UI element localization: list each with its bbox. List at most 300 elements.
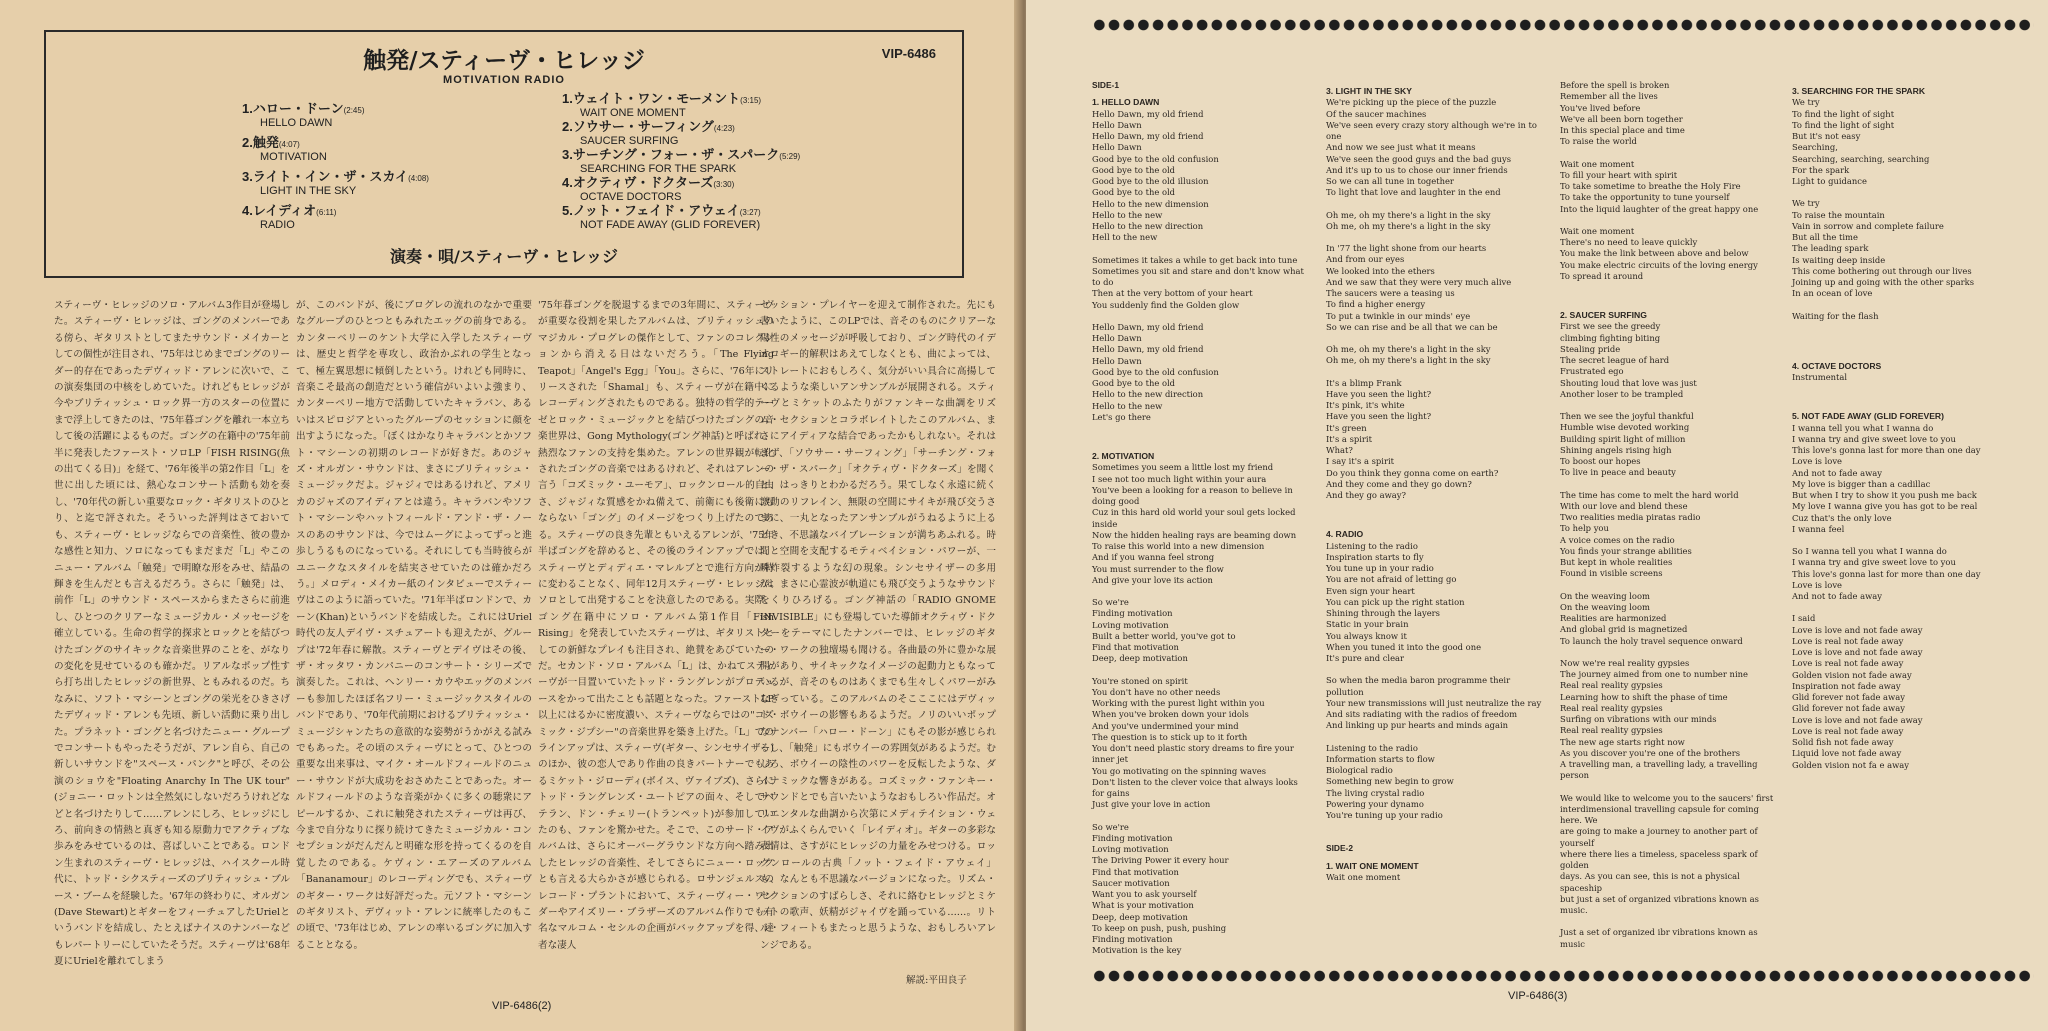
lyric-line: Hello Dawn, my old friend (1092, 131, 1204, 141)
liner-notes-col-3: '75年暮ゴングを脱退するまでの3年間に、スティーヴが重要な役割を果したアルバムは、ブリティッシュのマジカル・プログレの傑作として、ファンのコレクションから消える日はないだろう。「The Flying Teapot」「Angel's Egg」「You」。さらに、'76年にリリースされた「Shamal」も、スティーヴが在籍中にレコーディングされたものである。独特の哲学的テーゼとロック・ミュージックとを結びつけたゴングの音楽世界は、Gong Mythology(ゴング神話)と呼ばれ、熱烈なファンの支持を集めた。アレンの世界観が転化されたゴングの音楽ではあるけれど、それはアレンの言う「コズミック・ユーモア」、ロックンロール的自由さ、ジャジィな質感をかね備えて、前衛にも後衛にもならない「ゴング」のイメージをつくり上げたのである。スティーヴの良き先輩ともいえるアレンが、'75年半ばゴングを辞めると、その後のラインアップでは、スティーヴとディディエ・マレルブとで進行方向が特に変わることなく、同年12月スティーヴ・ヒレッジはソロとして出発することを決意したのである。実際、ゴング在籍中にソロ・アルバム第1作目「Fish Rising」を発表していたスティーヴは、ギタリストとしての新鮮なプレイも注目され、絶賛をあびていたのだ。セカンド・ソロ・アルバム「L」は、かねてスティーヴが一目置いていたトッド・ラングレンがプロデュースをかって出たことも話題となった。ファーストLP以上にはるかに密度濃い、スティーヴならではの"コズミック・ジプシー"の音楽世界を築き上げた。「L」でのラインアップは、スティーヴ(ギター、シンセサイザー)のほか、彼の恋人であり作曲の良きパートナーでもあるミケット・ジローディ(ボイス、ヴァイブズ)、さらにトッド・ラングレンズ・ユートピアの面々、そしてベテラン、ドン・チェリー(トランペット)が参加していたのも、ファンを驚かせた。そこで、このサード・アルバムは、さらにオーバーグラウンドな方向へ踏み出したヒレッジの音楽性、そしてさらにニュー・ロックとも言える大らかさが感じられる。ロサンジェルスのレコード・プラントにおいて、スティーヴィー・ワンダーやアイズリー・ブラザーズのアルバム作りでも有名なマルコム・セシルの企画がバックアップを得、達者な凄人 (538, 300, 774, 951)
lyric-line: Something new begin to grow (1326, 776, 1454, 787)
track-time: (5:29) (779, 152, 801, 161)
lyric-line: Hello Dawn, my old friend (1092, 344, 1204, 355)
lyric-line: Then at the very bottom of your heart (1092, 288, 1253, 299)
song-gap (1326, 501, 1546, 523)
lyrics-col-2 (1326, 80, 1546, 883)
lyric-line: Wait one moment (1560, 158, 1635, 169)
page-number-right: VIP-6486(3) (1508, 990, 1568, 1002)
song-gap (1792, 322, 2012, 344)
lyric-line: And not to fade away (1792, 467, 1882, 478)
lyric-line: Just a set of organized ibr vibrations known as music (1560, 927, 1758, 949)
lyric-line: You don't need plastic story dreams to fire your inner jet (1092, 743, 1294, 765)
liner-notes-byline: 解説:平田良子 (906, 975, 967, 986)
lyric-line: To raise the world (1560, 136, 1637, 147)
lyric-line: Of the saucer machines (1326, 108, 1427, 119)
lyric-line: Good bye to the old (1092, 187, 1176, 198)
lyric-line: On the weaving loom (1560, 590, 1650, 601)
track-jp-title: 2.ソウサー・サーフィング (562, 119, 714, 134)
lyric-line: Remember all the lives (1560, 91, 1658, 102)
lyric-line: Frustrated ego (1560, 366, 1624, 377)
lyric-line: Sometimes it takes a while to get back into tune (1092, 254, 1298, 265)
lyric-line: And give your love its action (1092, 574, 1213, 585)
lyric-line: We looked into the ethers (1326, 265, 1435, 276)
lyric-line: Information starts to flow (1326, 753, 1435, 764)
lyric-line: And it's up to us to chose our inner friends (1326, 164, 1508, 175)
lyric-line: Two realities media piratas radio (1560, 512, 1701, 522)
lyric-line: It's a blimp Frank (1326, 377, 1402, 388)
lyric-line: Into the liquid laughter of the great happy one (1560, 203, 1759, 214)
lyric-line: And sits radiating with the radios of freedom (1326, 709, 1518, 719)
lyric-line: Vain in sorrow and complete failure (1792, 220, 1944, 231)
track-en-title: RADIO (260, 219, 295, 231)
performer-credit: 演奏・唄/スティーヴ・ヒレッジ (389, 247, 619, 266)
lyric-line: Cuz in this hard old world your soul gets locked inside (1092, 507, 1296, 529)
lyric-line: The new age starts right now (1560, 736, 1685, 747)
lyric-line: A travelling man, a travelling lady, a travelling person (1560, 759, 1758, 781)
right-page (1026, 0, 2048, 1031)
lyric-line: So we're (1092, 821, 1129, 832)
lyric-line: The secret league of hard (1560, 355, 1670, 365)
stanza-gap (1792, 300, 2012, 311)
lyric-line: Oh me, oh my there's a light in the sky (1326, 344, 1491, 354)
track-a2 (242, 132, 327, 163)
lyric-line: Deep, deep motivation (1092, 911, 1188, 922)
song-title: 1. HELLO DAWN (1092, 97, 1160, 108)
lyric-line: Oh me, oh my there's a light in the sky (1326, 355, 1491, 366)
lyric-line: Golden vision not fa e away (1792, 759, 1909, 770)
side-label: SIDE-2 (1326, 843, 1353, 854)
lyric-line: Loving motivation (1092, 844, 1169, 854)
track-jp-title: 2.触発 (242, 135, 279, 150)
lyric-line: It's pure and clear (1326, 653, 1405, 663)
album-subtitle: MOTIVATION RADIO (443, 74, 565, 86)
lyric-line: What? (1326, 445, 1353, 455)
lyric-line: To live in peace and beauty (1560, 467, 1676, 478)
track-jp-title: 3.サーチング・フォー・ザ・スパーク (562, 147, 780, 162)
stanza-gap (1560, 400, 1780, 411)
lyric-line: When you've broken down your idols (1092, 709, 1249, 720)
dot-border-top (1092, 18, 2034, 32)
stanza-gap (1560, 647, 1780, 658)
lyric-line: Oh me, oh my there's a light in the sky (1326, 209, 1491, 220)
lyric-line: So we're (1092, 597, 1129, 607)
lyric-line: You always know it (1326, 630, 1407, 641)
lyric-line: So we can rise and be all that we can be (1326, 321, 1498, 332)
lyric-line: Hello to the new direction (1092, 221, 1204, 231)
stanza-gap (1560, 782, 1780, 793)
lyric-line: You tune up in your radio (1326, 563, 1434, 573)
lyric-line: Searching, (1792, 142, 1838, 153)
lyric-line: And you've undermined your mind (1092, 720, 1239, 731)
song-gap (1792, 383, 2012, 405)
track-en-title: SEARCHING FOR THE SPARK (580, 163, 737, 175)
lyric-line: Realities are harmonized (1560, 613, 1667, 623)
lyric-line: Listening to the radio (1326, 540, 1418, 551)
lyric-line: Hello Dawn, my old friend (1092, 321, 1204, 332)
lyric-line: Biological radio (1326, 765, 1393, 775)
stanza-gap (1560, 916, 1780, 927)
lyric-line: First we see the greedy (1560, 321, 1661, 332)
track-en-title: LIGHT IN THE SKY (260, 185, 357, 197)
lyric-line: For the spark (1792, 164, 1850, 175)
lyric-line: This love's gonna last for more than one day (1792, 568, 1981, 579)
lyric-line: To fill your heart with spirit (1560, 169, 1678, 180)
lyric-line: Finding motivation (1092, 934, 1173, 944)
lyric-line: Love is real not fade away (1792, 658, 1904, 669)
lyric-line: You make electric circuits of the loving energy (1560, 259, 1758, 270)
lyric-line: Glid forever not fade away (1792, 703, 1905, 714)
lyric-line: are going to make a journey to another part of yourself (1560, 826, 1758, 848)
lyric-line: Good bye to the old confusion (1092, 153, 1219, 164)
lyric-line: Hello Dawn (1092, 355, 1142, 366)
lyric-line: And if you wanna feel strong (1092, 552, 1215, 563)
lyrics-col-3 (1560, 80, 1780, 950)
lyric-line: We try (1792, 198, 1820, 209)
lyric-line: And global grid is magnetized (1560, 624, 1688, 635)
stanza-gap (1792, 187, 2012, 198)
stanza-gap (1326, 664, 1546, 675)
track-time: (6:11) (316, 208, 337, 217)
stanza-gap (1792, 535, 2012, 546)
lyric-line: Your new transmissions will just neutralize the ray (1326, 697, 1542, 708)
lyric-line: Humble wise devoted working (1560, 422, 1690, 433)
lyric-line: But all the time (1792, 232, 1858, 242)
lyric-line: Loving motivation (1092, 619, 1169, 630)
lyric-line: You must surrender to the flow (1092, 563, 1224, 574)
lyric-line: Surfing on vibrations with our minds (1560, 714, 1717, 724)
lyric-line: To find a higher energy (1326, 299, 1426, 310)
lyric-line: It's pink, it's white (1326, 400, 1405, 410)
lyric-line: The saucers were a teasing us (1326, 288, 1455, 298)
lyric-line: We've seen every crazy story although we're in to one (1326, 119, 1537, 141)
track-en-title: NOT FADE AWAY (GLID FOREVER) (580, 219, 761, 231)
lyric-line: Before the spell is broken (1560, 80, 1670, 90)
stanza-gap (1560, 479, 1780, 490)
track-time: (2:45) (343, 106, 365, 115)
lyric-line: Cuz that's the only love (1792, 512, 1892, 523)
track-en-title: MOTIVATION (260, 151, 327, 163)
lyric-line: To find the light of sight (1792, 108, 1895, 119)
lyrics-col-4 (1792, 80, 2012, 771)
lyric-line: Inspiration not fade away (1792, 680, 1901, 691)
lyric-line: And not to fade away (1792, 591, 1882, 601)
lyric-line: Just give your love in action (1092, 799, 1211, 810)
song-title: 2. SAUCER SURFING (1560, 310, 1647, 320)
lyric-line: When you tuned it into the good one (1326, 641, 1482, 652)
lyric-line: Find that motivation (1092, 866, 1179, 877)
lyric-line: Don't listen to the clever voice that always looks for gains (1092, 776, 1298, 798)
track-b1 (562, 88, 761, 119)
lyric-line: So I wanna tell you what I wanna do (1792, 546, 1947, 556)
lyric-line: Inspiration starts to fly (1326, 551, 1424, 562)
lyric-line: I wanna feel (1792, 523, 1845, 534)
lyric-line: To put a twinkle in our minds' eye (1326, 310, 1471, 321)
liner-notes-col-2: が、このバンドが、後にブログレの流れのなかで重要なグループのひとつともみれたエッグの前身である。カンターベリーのケント大学に入学したスティーヴは、歴史と哲学を専攻し、政治かぶれの学生となって、極左翼思想に傾倒したという。けれども同時に、音楽こそ最高の創造だという確信がいよいよ強まり、カンターベリー地方で活動していたキャラバン、あるいはスピロジアといったグループのセッションに顔を出すようになった。「ぼくはかなりキャラバンとかソフト・マシーンの初期のレコードが好きだ。あのジャズ・オルガン・サウンドは、まさにブリティッシュ・ミュージックだよ。ジャジィではあるけれど、アメリカのジャズのアイディアとは違う。キャラバンやソフト・マシーンやハットフィールド・アンド・ザ・ノースのあのサウンドは、今ではムーグによってずっと進歩しうるものになっている。それにしても当時彼らがユニークなスタイルを結実させていたのは確かだろう。」メロディ・メイカー紙のインタビューでスティーヴはこのように語っていた。'71年半ばロンドンで、カーン(Khan)というバンドを結成した。これにはUriel時代の友人デイヴ・スチュアートも迎えたが、グループは'72年春に解散。スティーヴとデイヴはその後、ザ・オッタワ・カンパニーのコンサート・シリーズで演奏した。これは、ヘンリー・カウやエッグのメンバーも参加したほぼ名フリー・ミュージックスタイルのバンドであり、'70年代前期におけるブリティッシュ・ミュージシャンたちの意欲的な姿勢がうかがえる試みでもあった。その頃のスティーヴにとって、ひとつの重要な出来事は、マイク・オールドフィールドのニュー・サウンドが大成功をおさめたことであった。オールドフィールドのような音楽がかくに多くの聴衆にアピールするか、これに触発されたスティーヴは再び、今まで自分なりに探り続けてきたミュージカル・コンセプションがだんだんと明確な形を持ってくるのを自覚したのである。ケヴィン・エアーズのアルバム「Bananamour」のレコーディングでも、スティーヴのギター・ワークは好評だった。元ソフト・マシーンのギタリスト、デヴィット・アレンに統率したのもこの頃で、'73年はじめ、アレンの率いるゴングに加入することとなる。 (296, 300, 532, 951)
lyric-line: Searching, searching, searching (1792, 153, 1930, 164)
lyric-line: I see not too much light within your aura (1092, 473, 1267, 484)
track-b2 (562, 116, 735, 147)
stanza-gap (1792, 344, 2012, 355)
lyric-line: Find that motivation (1092, 642, 1179, 652)
lyric-line: Golden vision not fade away (1792, 669, 1912, 680)
lyric-line: And linking up pur hearts and minds again (1326, 720, 1509, 731)
lyric-line: Hell to the new (1092, 232, 1158, 243)
song-gap (1092, 423, 1312, 445)
track-a4 (242, 200, 336, 231)
lyric-line: But it's not easy (1792, 131, 1861, 141)
stanza-gap (1792, 602, 2012, 613)
lyric-line: To find the light of sight (1792, 119, 1895, 130)
stanza-gap (1326, 732, 1546, 743)
lyric-line: Good bye to the old illusion (1092, 176, 1209, 186)
lyric-line: Real real reality gypsies (1560, 680, 1663, 691)
lyric-line: Shining through the layers (1326, 608, 1440, 618)
lyric-line: Instrumental (1792, 372, 1848, 382)
lyric-line: Good bye to the old (1092, 164, 1176, 175)
lyric-line: To launch the holy travel sequence onward (1560, 635, 1743, 646)
lyric-line: In '77 the light shone from our hearts (1326, 243, 1487, 253)
lyric-line: A voice comes on the radio (1560, 534, 1675, 545)
lyric-line: Do you think they gonna come on earth? (1326, 467, 1499, 478)
lyric-line: Sometimes you sit and stare and don't know what to do (1092, 265, 1304, 287)
lyric-line: It's green (1326, 422, 1367, 433)
lyric-line: Love is real not fade away (1792, 725, 1904, 736)
lyric-line: With our love and blend these (1560, 500, 1688, 511)
song-gap (1326, 821, 1546, 843)
lyric-line: Now we're real reality gypsies (1560, 657, 1690, 668)
stanza-gap (1092, 311, 1312, 322)
lyric-line: I said (1792, 613, 1816, 624)
lyric-line: Learning how to shift the phase of time (1560, 691, 1728, 702)
lyric-line: The leading spark (1792, 243, 1869, 254)
lyric-line: Light to guidance (1792, 176, 1867, 186)
lyric-line: The question is to stick up to it forth (1092, 731, 1248, 742)
lyric-line: We try (1792, 97, 1820, 108)
lyric-line: Static in your brain (1326, 619, 1409, 630)
stanza-gap (1092, 811, 1312, 822)
lyric-line: Listening to the radio (1326, 742, 1418, 753)
stanza-gap (1092, 586, 1312, 597)
lyric-line: The time has come to melt the hard world (1560, 489, 1739, 500)
track-jp-title: 5.ノット・フェイド・アウェイ (562, 203, 740, 218)
lyric-line: As you discover you're one of the brothers (1560, 747, 1741, 758)
track-jp-title: 4.レイディオ (242, 203, 317, 218)
stanza-gap (1326, 367, 1546, 378)
lyric-line: You suddenly find the Golden glow (1092, 299, 1240, 310)
song-title: 3. LIGHT IN THE SKY (1326, 86, 1412, 96)
lyric-line: This come bothering out through our lives (1792, 265, 1972, 276)
lyric-line: To raise the mountain (1792, 209, 1885, 220)
lyric-line: The Driving Power it every hour (1092, 855, 1229, 866)
lyric-line: Hello Dawn (1092, 119, 1142, 130)
lyric-line: Working with the purest light within you (1092, 698, 1265, 708)
lyric-line: Wait one moment (1560, 225, 1635, 236)
lyric-line: So we can all tune in together (1326, 176, 1454, 186)
credits-box (44, 30, 964, 278)
lyric-line: Hello to the new (1092, 400, 1163, 411)
song-gap (1560, 282, 1780, 304)
lyric-line: Powering your dynamo (1326, 798, 1424, 809)
lyric-line: You've been a looking for a reason to believe in doing good (1092, 484, 1293, 506)
lyric-line: In an ocean of love (1792, 288, 1873, 299)
catalog-number: VIP-6486 (881, 46, 936, 61)
lyric-line: In this special place and time (1560, 125, 1685, 135)
lyric-line: You make the link between above and below (1560, 248, 1749, 259)
song-title: 1. WAIT ONE MOMENT (1326, 860, 1419, 871)
lyric-line: days. As you can see, this is not a physical spaceship (1560, 871, 1740, 893)
track-time: (3:15) (740, 96, 762, 105)
stanza-gap (1092, 244, 1312, 255)
lyric-line: Even sign your heart (1326, 585, 1415, 596)
lyric-line: Motivation is the key (1092, 945, 1182, 956)
track-b4 (562, 172, 734, 203)
lyric-line: Solid fish not fade away (1792, 737, 1894, 747)
lyric-line: Is waiting deep inside (1792, 254, 1886, 265)
lyric-line: Finding motivation (1092, 608, 1173, 619)
track-en-title: OCTAVE DOCTORS (580, 191, 682, 203)
stanza-gap (1560, 580, 1780, 591)
lyric-line: Good bye to the old (1092, 378, 1176, 388)
lyric-line: But when I try to show it you push me back (1792, 490, 1977, 500)
lyric-line: Glid forever not fade away (1792, 692, 1905, 702)
lyric-line: You go motivating on the spinning waves (1092, 765, 1267, 776)
lyric-line: There's no need to leave quickly (1560, 237, 1698, 247)
track-b3 (562, 144, 800, 175)
song-title: 4. OCTAVE DOCTORS (1792, 360, 1882, 371)
track-time: (3:30) (713, 180, 735, 189)
lyric-line: Sometimes you seem a little lost my friend (1092, 462, 1274, 473)
lyric-line: You're stoned on spirit (1092, 675, 1188, 686)
lyric-line: Deep, deep motivation (1092, 653, 1188, 664)
song-title: 3. SEARCHING FOR THE SPARK (1792, 86, 1926, 96)
lyric-line: To take sometime to breathe the Holy Fire (1560, 181, 1741, 191)
lyric-line: interdimensional travelling capsule for coming here. We (1560, 803, 1759, 825)
album-title: 触発/スティーヴ・ヒレッジ (363, 47, 645, 74)
lyric-line: Hello to the new direction (1092, 389, 1204, 400)
lyric-line: You are not afraid of letting go (1326, 574, 1457, 585)
lyric-line: To boost our hopes (1560, 456, 1641, 466)
track-jp-title: 4.オクティヴ・ドクターズ (562, 175, 714, 190)
lyric-line: To help you (1560, 523, 1609, 534)
lyric-line: Real real reality gypsies (1560, 702, 1663, 713)
lyric-line: But kept in whole realities (1560, 557, 1673, 567)
track-en-title: HELLO DAWN (260, 117, 333, 129)
track-en-title: WAIT ONE MOMENT (580, 107, 686, 119)
lyric-line: Hello Dawn, my old friend (1092, 108, 1204, 119)
stanza-gap (1560, 215, 1780, 226)
lyric-line: Found in visible screens (1560, 568, 1663, 579)
track-a3 (242, 166, 429, 197)
lyric-line: We would like to welcome you to the saucers' first (1560, 792, 1774, 803)
lyric-line: Hello to the new dimension (1092, 198, 1209, 209)
stanza-gap (1326, 232, 1546, 243)
stanza-gap (1326, 199, 1546, 210)
song-title: 2. MOTIVATION (1092, 451, 1155, 461)
lyric-line: And we saw that they were very much alive (1326, 276, 1512, 287)
lyric-line: I say it's a spirit (1326, 456, 1395, 467)
lyric-line: Love is love and not fade away (1792, 714, 1923, 725)
lyric-line: It's a spirit (1326, 433, 1372, 444)
liner-notes-col-1: スティーヴ・ヒレッジのソロ・アルバム3作目が登場した。スティーヴ・ヒレッジは、ゴングのメンバーである傍ら、ギタリストとしてまたサウンド・メイカーとしての個性が注目され、'75年はじめまでゴングのリーダー的存在であったデヴィッド・アレンに次いで、この演奏集団の中核をしめていた。けれどもヒレッジが今やブリティッシュ・ロック界一方のスターの位置にまで浮上してきたのは、'75年暮ゴングを離れ一本立ちして後の活躍によるものだ。ゴングの在籍中の'75年前半に発表したファースト・ソロLP「FISH RISING(魚の出てくる日)」を経て、'76年後半の第2作目「L」を世に出した頃には、熱心なコンサート活動も効を奏し、'70年代の新しい重要なロック・ギタリストのひとり、と迄で評された。そういった評判はさておいても、スティーヴ・ヒレッジならでの音楽性、彼の豊かな感性と知力、ソロになってもまだまだ「L」やこのニュー・アルバム「触発」で明瞭な形をみせ、結晶の輝きを生んだとも言えるだろう。さらに「触発」は、前作「L」のサウンド・スペースからまたさらに前進し、ひとつのクリアーなミュージカル・メッセージを確立している。生命の哲学的探求とロックとを結びつけたゴングのサイキックな音楽世界のことを、がなりの変化を見せているのも確かだ。リアルなポップ性すら打ち出したヒレッジの新世界、ともみれるのだ。ちなみに、ソフト・マシーンとゴングの栄光をひきさげたデヴィッド・アレンも先頃、新しい活動に乗り出した。プラネット・ゴングと名づけたニュー・グループでコンサートもやったそうだが、アレン自ら、自己の新しいサウンドを"スペース・パンク"と呼び、その公演のショウを"Floating Anarchy In The UK tour"(ジョニー・ロットンは全然気にしないだろうけれどなどと名づけたりして……アレンにしろ、ヒレッジにしろ、前向きの情熱と真ぎも知る原動力でアクティブな歩みをみせているのは、喜ばしいことである。ロンドン生まれのスティーヴ・ヒレッジは、ハイスクール時代に、トッド・シクスティーズのブリティッシュ・ブルース・ブームを経験した。'67年の終わりに、オルガン(Dave Stewart)とギターをフィーチュアしたUrielというバンドを結成し、たとえばナイスのナンバーなどもレパートリーにしていたそうだ。スティーヴは'68年夏にUrielを離れてしまう (54, 300, 290, 968)
lyric-line: Have you seen the light? (1326, 388, 1432, 399)
lyric-line: You've lived before (1560, 102, 1641, 113)
lyric-line: We've seen the good guys and the bad guys (1326, 153, 1512, 164)
lyric-line: Love is love and not fade away (1792, 624, 1923, 635)
lyric-line: On the weaving loom (1560, 601, 1650, 612)
lyrics-col-1 (1092, 80, 1312, 957)
track-time: (4:23) (713, 124, 735, 133)
stanza-gap (1560, 148, 1780, 159)
lyric-line: And they go away? (1326, 490, 1407, 500)
track-en-title: SAUCER SURFING (580, 135, 679, 147)
lyric-line: You don't have no other needs (1092, 686, 1221, 697)
left-page (0, 0, 1020, 1031)
lyric-line: Good bye to the old confusion (1092, 366, 1219, 377)
lyric-line: Another loser to be trampled (1560, 388, 1684, 399)
track-time: (4:08) (408, 174, 429, 183)
song-title: 4. RADIO (1326, 529, 1364, 540)
lyric-line: Now the hidden healing rays are beaming down (1092, 529, 1297, 540)
lyric-line: Real real reality gypsies (1560, 725, 1663, 736)
lyric-line: Stealing pride (1560, 343, 1621, 354)
stanza-gap (1092, 665, 1312, 676)
lyric-line: Saucer motivation (1092, 877, 1170, 888)
lyric-line: To take the opportunity to tune yourself (1560, 192, 1730, 203)
lyric-line: My love is bigger than a cadillac (1792, 478, 1931, 489)
lyric-line: climbing fighting biting (1560, 332, 1661, 343)
lyric-line: Oh me, oh my there's a light in the sky (1326, 220, 1491, 231)
lyric-line: And they come and they go down? (1326, 478, 1472, 489)
lyric-line: Love is real not fade away (1792, 635, 1904, 646)
lyric-line: You can pick up the right station (1326, 596, 1465, 607)
lyric-line: I wanna tell you what I wanna do (1792, 422, 1934, 433)
lyric-line: To spread it around (1560, 270, 1644, 281)
lyric-line: Joining up and going with the other sparks (1792, 277, 1974, 287)
track-time: (4:07) (278, 140, 300, 149)
lyric-line: To keep on push, push, pushing (1092, 922, 1227, 933)
track-jp-title: 1.ウェイト・ワン・モーメント (562, 91, 741, 106)
track-a1 (242, 98, 365, 129)
lyric-line: Hello Dawn (1092, 333, 1142, 343)
lyric-line: This love's gonna last for more than one day (1792, 445, 1981, 455)
lyric-line: Love is love (1792, 456, 1843, 467)
lyric-line: So when the media baron programme their pollution (1326, 675, 1511, 697)
lyric-line: To raise this world into a new dimension (1092, 541, 1265, 551)
lyric-line: Waiting for the flash (1792, 310, 1879, 321)
lyric-line: Wait one moment (1326, 871, 1401, 882)
lyric-line: To light that love and laughter in the end (1326, 187, 1501, 198)
lyric-line: Building spirit light of million (1560, 433, 1686, 444)
song-title: 5. NOT FADE AWAY (GLID FOREVER) (1792, 411, 1944, 422)
lyric-line: I wanna try and give sweet love to you (1792, 557, 1956, 568)
side-label: SIDE-1 (1092, 80, 1119, 90)
lyric-line: We're picking up the piece of the puzzle (1326, 97, 1497, 108)
lyric-line: My love I wanna give you has got to be real (1792, 501, 1978, 512)
track-jp-title: 3.ライト・イン・ザ・スカイ (242, 169, 409, 184)
lyric-line: Then we see the joyful thankful (1560, 411, 1694, 421)
lyric-line: Want you to ask yourself (1092, 889, 1197, 899)
lyric-line: where there lies a timeless, spaceless spark of golden (1560, 848, 1758, 870)
track-b5 (562, 200, 761, 231)
lyric-line: And from our eyes (1326, 254, 1405, 265)
track-time: (3:27) (739, 208, 761, 217)
lyric-line: I wanna try and give sweet love to you (1792, 433, 1956, 444)
lyric-line: Shouting loud that love was just (1560, 377, 1697, 388)
lyric-line: Hello to the new (1092, 209, 1163, 220)
lyric-line: Finding motivation (1092, 832, 1173, 843)
lyric-line: The living crystal radio (1326, 787, 1425, 798)
